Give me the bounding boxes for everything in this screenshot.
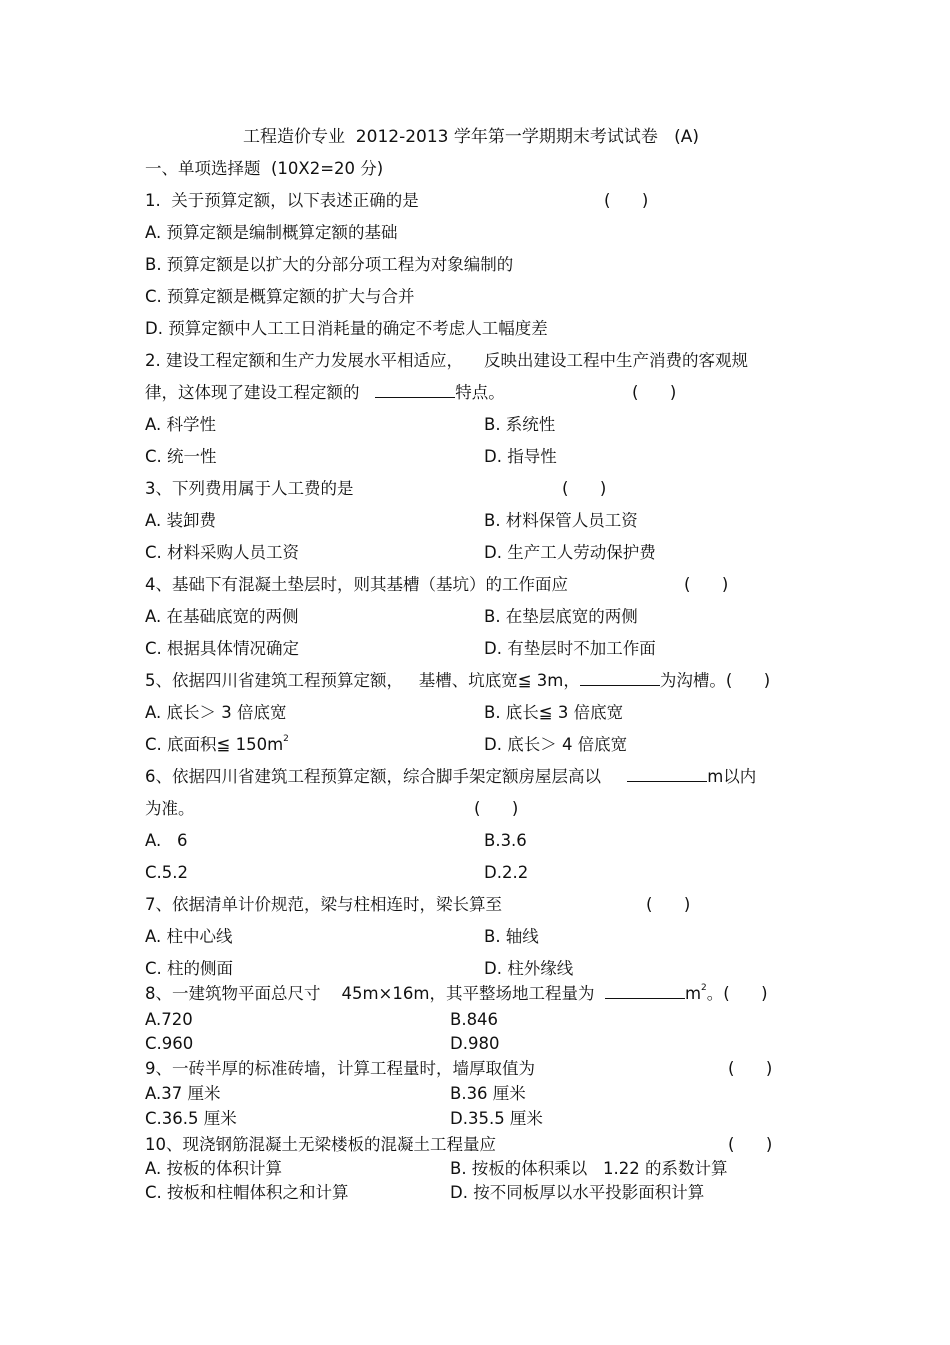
q9-option-b: B.36 厘米 [450,1084,526,1103]
question-3: 3、下列费用属于人工费的是 [145,479,354,498]
exam-title: 工程造价专业 2012-2013 学年第一学期期末考试试卷 (A) [243,127,699,147]
answer-paren-3: ( ) [562,479,607,498]
q2-option-c: C. 统一性 [145,447,217,466]
question-1: 1. 关于预算定额，以下表述正确的是 [145,191,419,210]
question-7: 7、依据清单计价规范，梁与柱相连时，梁长算至 [145,895,502,914]
answer-paren-7: ( ) [646,895,691,914]
q2-option-a: A. 科学性 [145,415,216,434]
q1-option-c: C. 预算定额是概算定额的扩大与合并 [145,287,415,306]
q6-option-a: A. 6 [145,831,188,850]
answer-blank [375,382,455,398]
q4-option-b: B. 在垫层底宽的两侧 [484,607,638,626]
q1-option-a: A. 预算定额是编制概算定额的基础 [145,223,398,242]
question-2-line-1: 2. 建设工程定额和生产力发展水平相适应， 反映出建设工程中生产消费的客观规 [145,351,748,370]
answer-blank [580,670,660,686]
q7-option-a: A. 柱中心线 [145,927,233,946]
answer-blank [605,983,685,999]
q4-option-a: A. 在基础底宽的两侧 [145,607,299,626]
q7-option-d: D. 柱外缘线 [484,959,574,978]
q10-option-d: D. 按不同板厚以水平投影面积计算 [450,1183,705,1202]
q5-option-d: D. 底长＞ 4 倍底宽 [484,735,628,754]
q7-option-c: C. 柱的侧面 [145,959,234,978]
q10-option-b: B. 按板的体积乘以 1.22 的系数计算 [450,1159,728,1178]
q1-option-b: B. 预算定额是以扩大的分部分项工程为对象编制的 [145,255,514,274]
question-6-line-2: 为准。 [145,799,195,818]
q8-option-b: B.846 [450,1010,499,1029]
section-heading: 一、单项选择题 (10X2=20 分) [145,159,384,178]
answer-paren-6: ( ) [474,799,519,818]
q6-option-b: B.3.6 [484,831,527,850]
q3-option-c: C. 材料采购人员工资 [145,543,300,562]
q9-option-a: A.37 厘米 [145,1084,221,1103]
question-10: 10、现浇钢筋混凝土无梁楼板的混凝土工程量应 [145,1135,496,1154]
q5-option-b: B. 底长≦ 3 倍底宽 [484,703,624,722]
q5-option-c: C. 底面积≦ $150m^2$ [145,734,289,754]
q6-option-d: D.2.2 [484,863,529,882]
q10-option-a: A. 按板的体积计算 [145,1159,282,1178]
question-9: 9、一砖半厚的标准砖墙，计算工程量时，墙厚取值为 [145,1059,535,1078]
q8-option-d: D.980 [450,1034,500,1053]
q5-option-a: A. 底长＞ 3 倍底宽 [145,703,287,722]
q3-option-a: A. 装卸费 [145,511,216,530]
question-5: 5、依据四川省建筑工程预算定额， 基槽、坑底宽≦ 3m， 为沟槽。( ) [145,671,771,690]
question-4: 4、基础下有混凝土垫层时，则其基槽（基坑）的工作面应 [145,575,568,594]
q7-option-b: B. 轴线 [484,927,539,946]
q8-option-a: A.720 [145,1010,193,1029]
answer-paren-9: ( ) [728,1059,773,1078]
q8-option-c: C.960 [145,1034,194,1053]
q2-option-d: D. 指导性 [484,447,557,466]
answer-paren-2: ( ) [632,383,677,402]
answer-paren-10: ( ) [728,1135,773,1154]
q3-option-b: B. 材料保管人员工资 [484,511,638,530]
answer-blank [627,766,707,782]
q1-option-d: D. 预算定额中人工工日消耗量的确定不考虑人工幅度差 [145,319,548,338]
question-2-line-2: 律，这体现了建设工程定额的 特点。 [145,383,505,402]
q10-option-c: C. 按板和柱帽体积之和计算 [145,1183,349,1202]
question-6-line-1: 6、依据四川省建筑工程预算定额，综合脚手架定额房屋层高以 m以内 [145,767,757,786]
q4-option-c: C. 根据具体情况确定 [145,639,300,658]
q3-option-d: D. 生产工人劳动保护费 [484,543,656,562]
q6-option-c: C.5.2 [145,863,189,882]
q9-option-c: C.36.5 厘米 [145,1109,237,1128]
q4-option-d: D. 有垫层时不加工作面 [484,639,656,658]
q2-option-b: B. 系统性 [484,415,556,434]
question-8: 8、一建筑物平面总尺寸 45m×16m，其平整场地工程量为 $m^2$。( ) [145,983,768,1003]
answer-paren-4: ( ) [684,575,729,594]
answer-paren-1: ( ) [604,191,649,210]
q9-option-d: D.35.5 厘米 [450,1109,543,1128]
